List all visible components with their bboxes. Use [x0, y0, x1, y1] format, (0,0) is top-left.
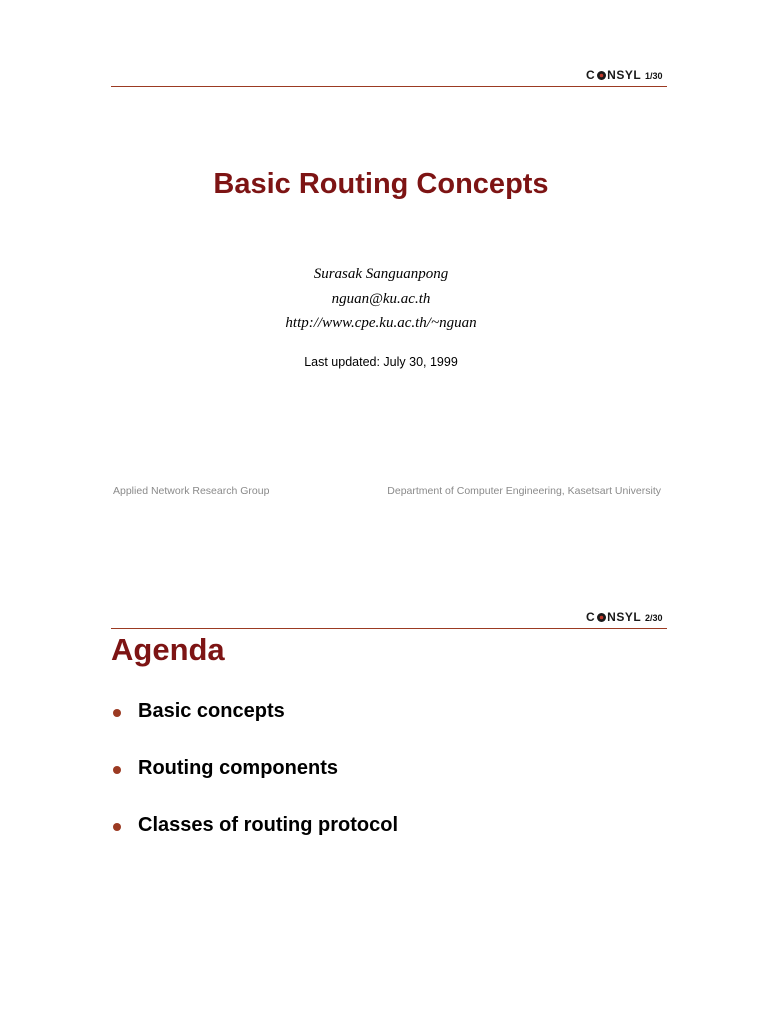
bullet-icon	[113, 709, 121, 717]
agenda-item-text: Classes of routing protocol	[138, 814, 399, 836]
list-item	[113, 757, 398, 814]
list-item	[113, 700, 398, 757]
agenda-item-text: Basic concepts	[138, 700, 285, 722]
header-rule	[111, 86, 667, 87]
bullet-icon	[113, 766, 121, 774]
footer-group: Applied Network Research Group	[113, 485, 270, 497]
author-name: Surasak Sanguanpong	[313, 266, 449, 282]
logo-mark-icon	[596, 70, 607, 81]
page-number: 2/30	[645, 613, 663, 623]
agenda-list	[113, 700, 398, 871]
page-number: 1/30	[645, 71, 663, 81]
list-item	[113, 814, 398, 871]
author-url: http://www.cpe.ku.ac.th/~nguan	[285, 315, 477, 331]
logo-prefix: C	[586, 610, 596, 624]
logo-suffix: NSYL	[607, 68, 642, 82]
header-rule	[111, 628, 667, 629]
agenda-item-text: Routing components	[138, 757, 338, 779]
footer-department: Department of Computer Engineering, Kasetsart University	[387, 485, 661, 497]
slide-title: Basic Routing Concepts	[213, 168, 549, 200]
logo-mark-icon	[596, 612, 607, 623]
author-email: nguan@ku.ac.th	[331, 291, 431, 307]
consyl-logo	[586, 68, 641, 82]
logo-prefix: C	[586, 68, 596, 82]
agenda-title: Agenda	[111, 632, 225, 667]
logo-suffix: NSYL	[607, 610, 642, 624]
consyl-logo	[586, 610, 641, 624]
last-updated: Last updated: July 30, 1999	[304, 355, 458, 369]
slide-2	[0, 540, 768, 1024]
bullet-icon	[113, 823, 121, 831]
